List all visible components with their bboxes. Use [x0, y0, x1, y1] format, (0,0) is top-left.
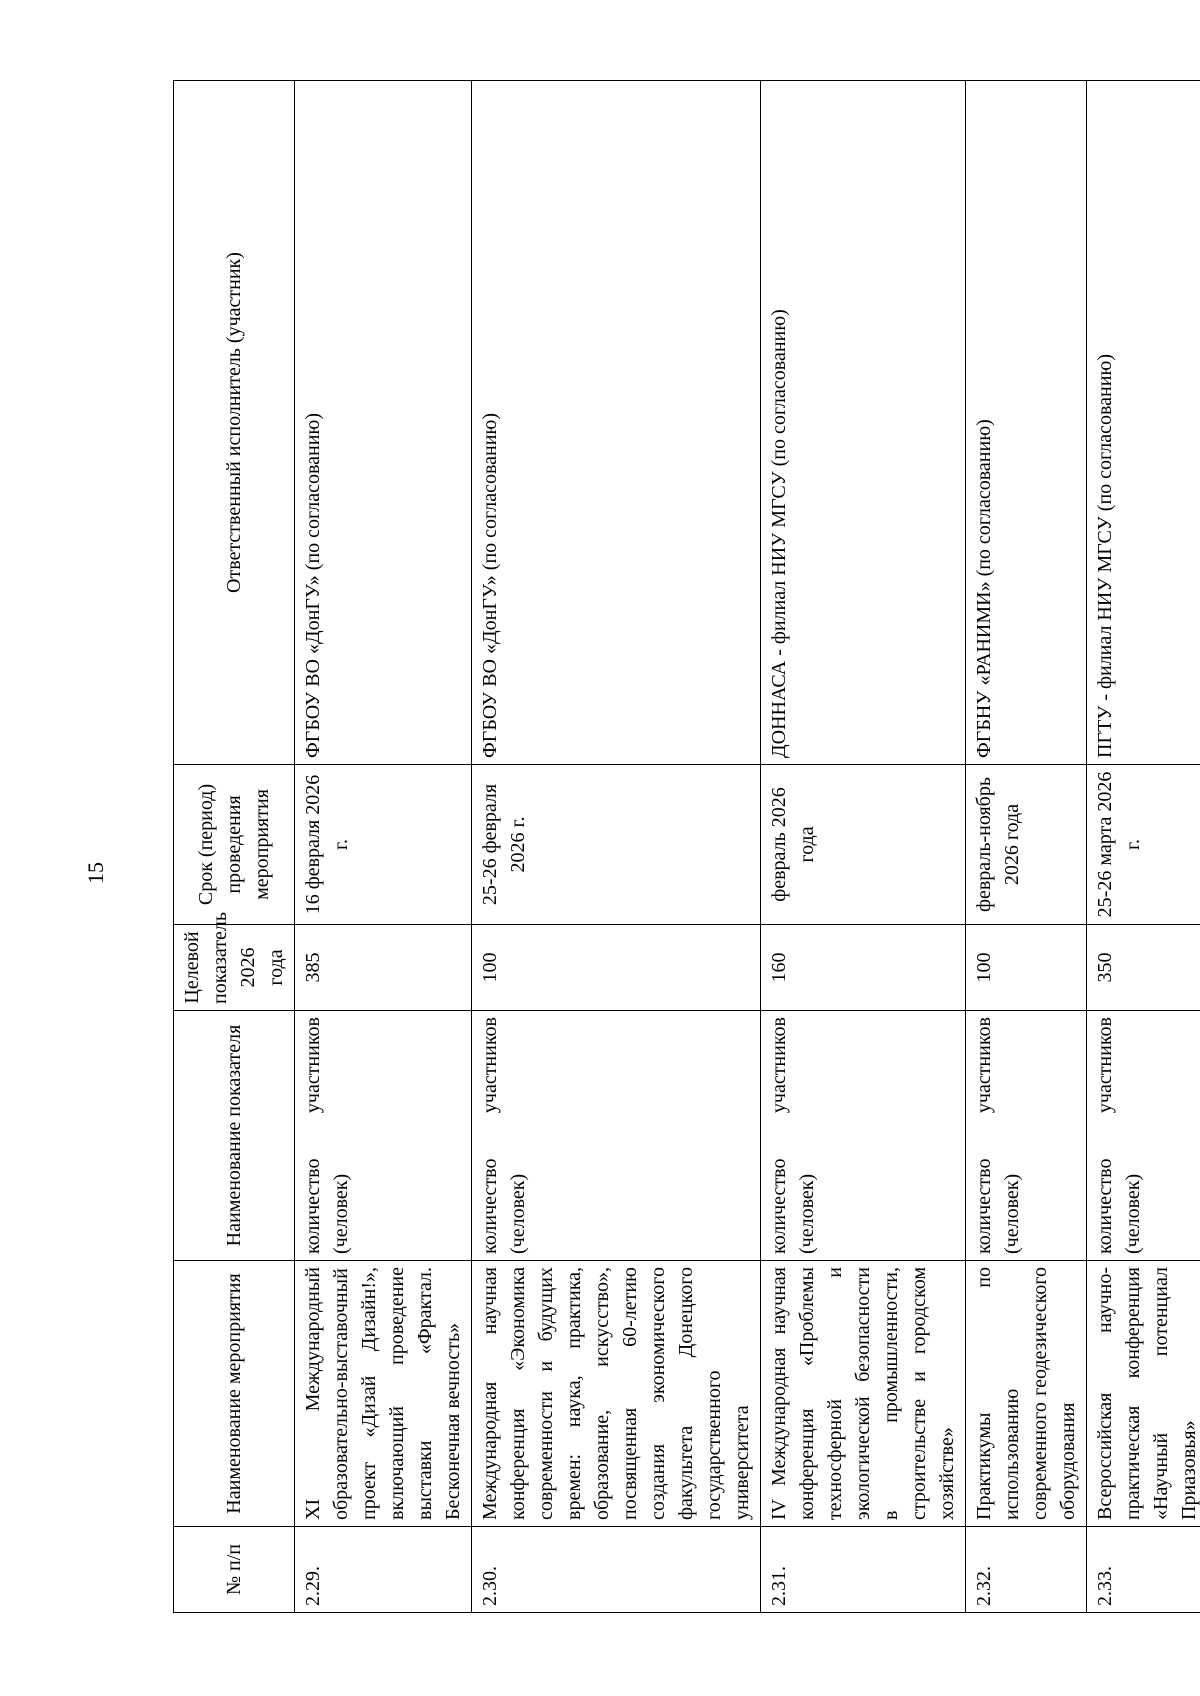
header-indicator: Наименование показателя	[174, 1011, 295, 1261]
row-event-name: Практикумы по использованию современного геодезического оборудования	[966, 1261, 1087, 1527]
header-term: Срок (период) проведения мероприятия	[174, 765, 295, 925]
row-event-name: XI Международный образовательно-выставочный проект «Дизай Дизайн!», включающий проведение выставки «Фрактал. Бесконечная вечность»	[295, 1261, 472, 1527]
row-event-name: Международная научная конференция «Экономика современности и будущих времен: наука, практика, образование, искусство», посвященная 60-летию создания экономического факультета Донецкого государственного университета	[472, 1261, 761, 1527]
row-responsible: ФГБОУ ВО «ДонГУ» (по согласованию)	[472, 81, 761, 765]
events-table-wrapper	[173, 81, 1200, 1613]
table-row	[295, 81, 472, 1613]
page-number: 15	[83, 862, 108, 884]
row-term: 25-26 марта 2026 г.	[1087, 765, 1200, 925]
table-row	[1087, 81, 1200, 1613]
row-event-name: IV Международная научная конференция «Проблемы техносферной и экологической безопасности в промышленности, строительстве и городском хозяйстве»	[761, 1261, 966, 1527]
row-term: февраль 2026 года	[761, 765, 966, 925]
row-indicator: количество участников (человек)	[966, 1011, 1087, 1261]
row-responsible: ДОННАСА - филиал НИУ МГСУ (по согласованию)	[761, 81, 966, 765]
table-header-row	[174, 81, 295, 1613]
row-indicator: количество участников (человек)	[295, 1011, 472, 1261]
row-num: 2.29.	[295, 1527, 472, 1613]
header-target: Целевой показатель 2026 года	[174, 925, 295, 1011]
row-term: 16 февраля 2026 г.	[295, 765, 472, 925]
row-indicator: количество участников (человек)	[472, 1011, 761, 1261]
row-term: 25-26 февраля 2026 г.	[472, 765, 761, 925]
row-target: 100	[966, 925, 1087, 1011]
table-row	[761, 81, 966, 1613]
row-indicator: количество участников (человек)	[1087, 1011, 1200, 1261]
row-num: 2.32.	[966, 1527, 1087, 1613]
header-responsible: Ответственный исполнитель (участник)	[174, 81, 295, 765]
row-responsible: ПГТУ - филиал НИУ МГСУ (по согласованию)	[1087, 81, 1200, 765]
row-term: февраль-ноябрь 2026 года	[966, 765, 1087, 925]
row-event-name: Всероссийская научно-практическая конференция «Научный потенциал Приазовья»	[1087, 1261, 1200, 1527]
header-event-name: Наименование мероприятия	[174, 1261, 295, 1527]
row-responsible: ФГБОУ ВО «ДонГУ» (по согласованию)	[295, 81, 472, 765]
row-num: 2.31.	[761, 1527, 966, 1613]
row-num: 2.30.	[472, 1527, 761, 1613]
header-num: № п/п	[174, 1527, 295, 1613]
row-num: 2.33.	[1087, 1527, 1200, 1613]
events-table	[173, 80, 1200, 1613]
row-responsible: ФГБНУ «РАНИМИ» (по согласованию)	[966, 81, 1087, 765]
row-target: 160	[761, 925, 966, 1011]
table-row	[966, 81, 1087, 1613]
row-target: 100	[472, 925, 761, 1011]
row-target: 350	[1087, 925, 1200, 1011]
row-indicator: количество участников (человек)	[761, 1011, 966, 1261]
table-row	[472, 81, 761, 1613]
row-target: 385	[295, 925, 472, 1011]
